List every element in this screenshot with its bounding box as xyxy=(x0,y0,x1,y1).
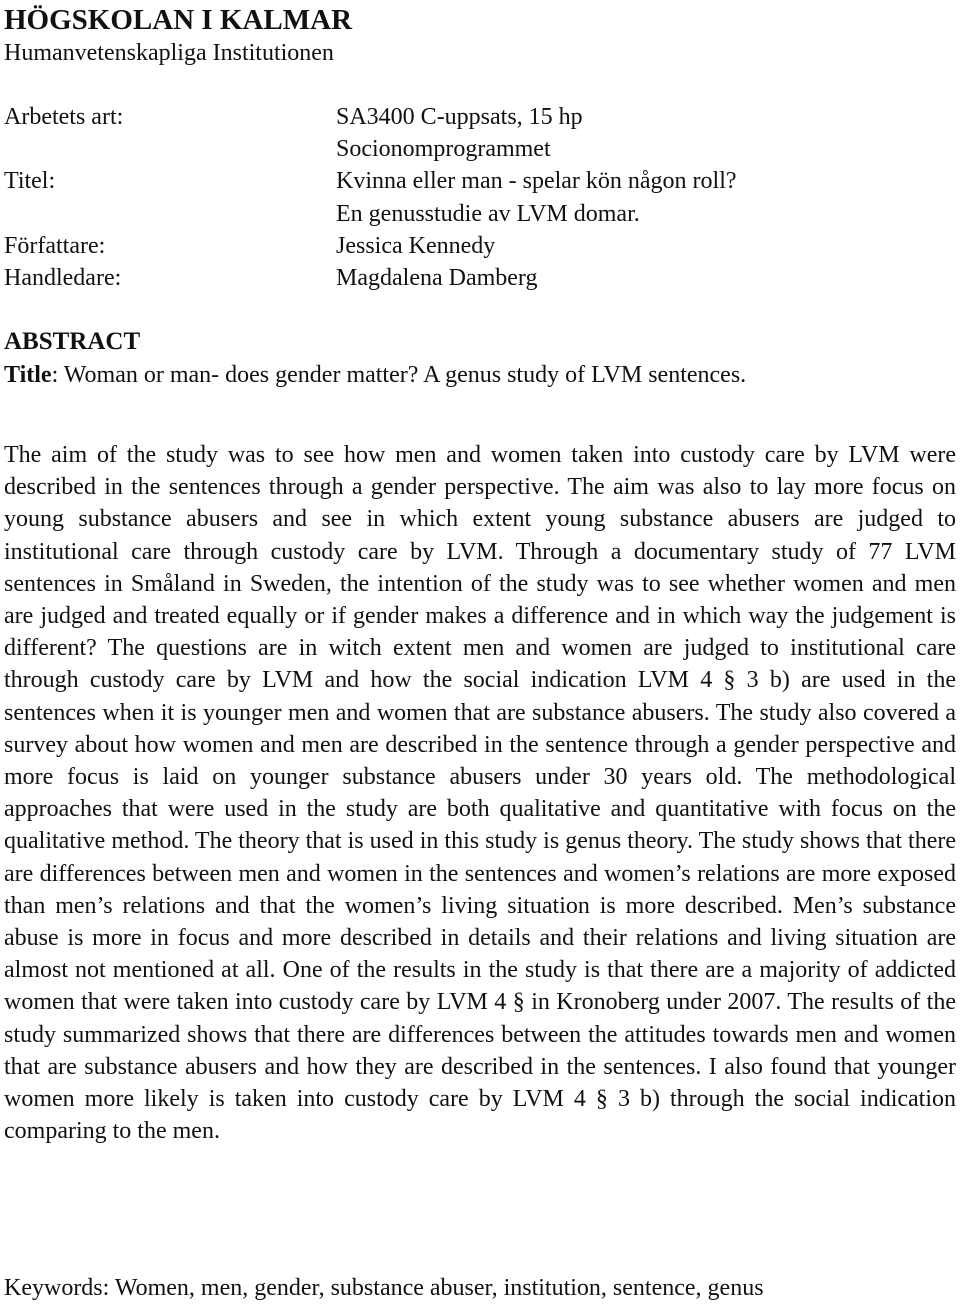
meta-key-title: Titel: xyxy=(4,168,56,195)
meta-value-program: Socionomprogrammet xyxy=(336,136,551,163)
meta-value-author: Jessica Kennedy xyxy=(336,232,496,259)
abstract-body: The aim of the study was to see how men and women taken into custody care by LVM were described in the sentences through a gender perspective. The aim was also to lay more focus on young substance abusers and see in which extent young substance abusers are judged to institutional care through custody care by LVM. Through a documentary study of 77 LVM sentences in Småland in Sweden, the intention of the study was to see whether women and men are judged and treated equally or if gender makes a difference and in which way the judgement is different? The questions are in witch extent men and women are judged to institutional care through custody care by LVM and how the social indication LVM 4 § 3 b) are used in the sentences when it is younger men and women that are substance abusers. The study also covered a survey about how women and men are described in the sentence through a gender perspective and more focus is laid on younger substance abusers under 30 years old. The methodological approaches that were used in the study are both qualitative and quantitative with focus on the qualitative method. The theory that is used in this study is genus theory. The study shows that there are differences between men and women in the sentences and women’s relations are more exposed than men’s relations and that the women’s living situation is more described. Men’s substance abuse is more in focus and more described in details and their relations and living situation are almost not mentioned at all. One of the results in the study is that there are a majority of addicted women that were taken into custody care by LVM 4 § in Kronoberg under 2007. The results of the study summarized shows that there are differences between the attitudes towards men and women that are substance abusers and how they are described in the sentences. I also found that younger women more likely is taken into custody care by LVM 4 § 3 b) through the social indication comparing to the men. xyxy=(4,442,956,1145)
meta-row-author xyxy=(4,230,956,262)
meta-key-author: Författare: xyxy=(4,232,106,259)
department-name: Humanvetenskapliga Institutionen xyxy=(4,40,334,66)
meta-key-supervisor: Handledare: xyxy=(4,264,122,291)
abstract-heading: ABSTRACT xyxy=(4,328,141,355)
abstract-title-text: : Woman or man- does gender matter? A genus study of LVM sentences. xyxy=(51,362,747,388)
meta-value-title: Kvinna eller man - spelar kön någon roll? xyxy=(336,168,737,195)
meta-row-program xyxy=(4,133,956,165)
abstract-title-line xyxy=(4,359,746,391)
meta-key-type: Arbetets art: xyxy=(4,104,124,130)
meta-row-subtitle xyxy=(4,198,956,230)
meta-row-title xyxy=(4,165,956,197)
meta-value-course: SA3400 C-uppsats, 15 hp xyxy=(336,104,583,130)
abstract-title-label: Title xyxy=(4,362,52,388)
meta-value-supervisor: Magdalena Damberg xyxy=(336,264,538,291)
institution-name: HÖGSKOLAN I KALMAR xyxy=(4,4,353,36)
meta-value-subtitle: En genusstudie av LVM domar. xyxy=(336,200,640,227)
meta-row-supervisor xyxy=(4,262,956,294)
thesis-metadata xyxy=(4,101,956,294)
meta-row-type xyxy=(4,101,956,133)
keywords-line: Keywords: Women, men, gender, substance abuser, institution, sentence, genus xyxy=(4,1275,764,1301)
